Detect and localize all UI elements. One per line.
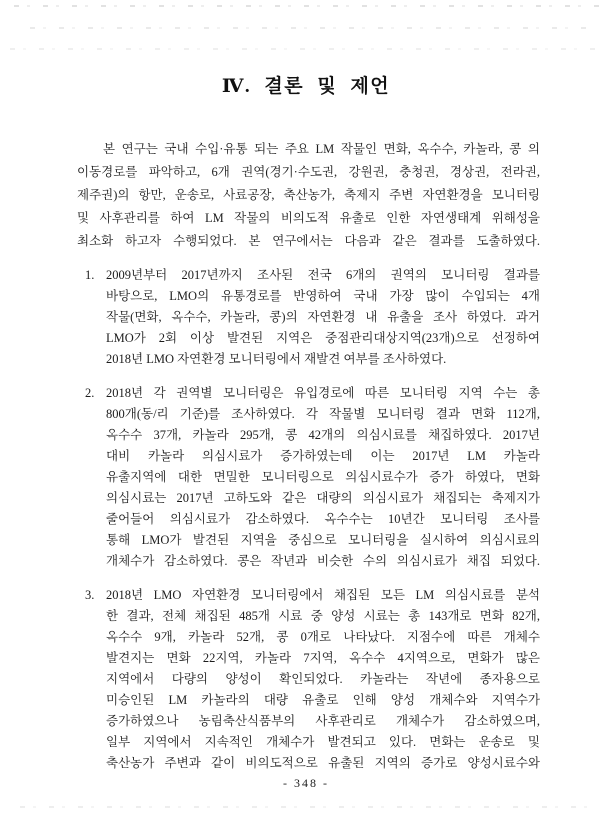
- item-number: 3.: [85, 588, 95, 602]
- text-line: 최소화 하고자 수행되었다. 본 연구에서는 다음과 같은 결과를 도출하였다.: [77, 234, 540, 248]
- text-line: 의심시료는 2017년 고하도와 같은 대량의 의심시료가 채집되는 축제지가: [106, 491, 540, 505]
- text-line: LMO가 2회 이상 발견된 지역은 중점관리대상지역(23개)으로 선정하여: [106, 331, 540, 345]
- text-line: 증가하였으나 농림축산식품부의 사후관리로 개체수가 감소하였으며,: [106, 714, 540, 728]
- text-line: 옥수수 37개, 카놀라 295개, 콩 42개의 의심시료를 채집하였다. 2017년: [106, 428, 540, 442]
- list-item-3: [85, 585, 540, 774]
- text-line: 2009년부터 2017년까지 조사된 전국 6개의 권역의 모니터링 결과를: [106, 268, 540, 282]
- text-line: 대비 카놀라 의심시료가 증가하였는데 이는 2017년 LM 카놀라: [106, 449, 540, 463]
- list-item-1: [85, 265, 540, 370]
- text-line: 통해 LMO가 발견된 지역을 중심으로 모니터링을 실시하여 의심시료의: [106, 533, 540, 547]
- scan-artifact: [20, 806, 596, 808]
- text-line: 및 사후관리를 하여 LM 작물의 비의도적 유출로 인한 자연생태계 위해성을: [77, 211, 540, 225]
- scan-artifact: [14, 5, 604, 7]
- item-number: 2.: [85, 386, 95, 400]
- text-line: 옥수수 9개, 카놀라 52개, 콩 0개로 나타났다. 지점수에 따른 개체수: [106, 630, 540, 644]
- intro-paragraph: [77, 138, 540, 253]
- text-line: 2018년 각 권역별 모니터링은 유입경로에 따른 모니터링 지역 수는 총: [106, 386, 540, 400]
- text-line: 지역에서 다량의 양성이 확인되었다. 카놀라는 작년에 종자용으로: [106, 672, 540, 686]
- text-line: 이동경로를 파악하고, 6개 권역(경기·수도권, 강원권, 충청권, 경상권, 전라권,: [77, 165, 540, 179]
- text-line: 2018년 LMO 자연환경 모니터링에서 채집된 모든 LM 의심시료를 분석: [106, 588, 540, 602]
- text-line: 제주권)의 항만, 운송로, 사료공장, 축산농가, 축제지 주변 자연환경을 모니터링: [77, 188, 540, 202]
- scan-artifact: [30, 27, 592, 29]
- text-line: 미승인된 LM 카놀라의 대량 유출로 인해 양성 개체수와 지역수가: [106, 693, 540, 707]
- list-item-2: [85, 383, 540, 572]
- text-line: 800개(동/리 기준)를 조사하였다. 각 작물별 모니터링 결과 면화 112개,: [106, 407, 540, 421]
- text-line: 작물(면화, 옥수수, 카놀라, 콩)의 자연환경 내 유출을 조사 하였다. 과거: [106, 310, 540, 324]
- text-line: 일부 지역에서 지속적인 개체수가 발견되고 있다. 면화는 운송로 및: [106, 735, 540, 749]
- page-number: - 348 -: [283, 776, 329, 790]
- text-line: 줄어들어 의심시료가 감소하였다. 옥수수는 10년간 모니터링 조사를: [106, 512, 540, 526]
- text-line: 축산농가 주변과 같이 비의도적으로 유출된 지역의 증가로 양성시료수와: [106, 756, 540, 770]
- item-text: [106, 585, 540, 774]
- text-line: 2018년 LMO 자연환경 모니터링에서 재발견 여부를 조사하였다.: [106, 352, 447, 366]
- scan-artifact: [10, 48, 598, 50]
- item-text: [106, 383, 540, 572]
- text-line: 발견지는 면화 22지역, 카놀라 7지역, 옥수수 4지역으로, 면화가 많은: [106, 651, 540, 665]
- section-title: Ⅳ. 결론 및 제언: [221, 76, 391, 97]
- item-text: [106, 265, 540, 370]
- text-line: 바탕으로, LMO의 유통경로를 반영하여 국내 가장 많이 수입되는 4개: [106, 289, 540, 303]
- item-number: 1.: [85, 268, 95, 282]
- text-line: 본 연구는 국내 수입·유통 되는 주요 LM 작물인 면화, 옥수수, 카놀라, 콩 의: [103, 142, 540, 156]
- text-line: 유출지역에 대한 면밀한 모니터링으로 의심시료수가 증가 하였다, 면화: [106, 470, 540, 484]
- text-line: 개체수가 감소하였다. 콩은 작년과 비슷한 수의 의심시료가 채집 되었다.: [106, 554, 540, 568]
- text-line: 한 결과, 전체 채집된 485개 시료 중 양성 시료는 총 143개로 면화 82개,: [106, 609, 540, 623]
- conclusion-list: [85, 265, 540, 774]
